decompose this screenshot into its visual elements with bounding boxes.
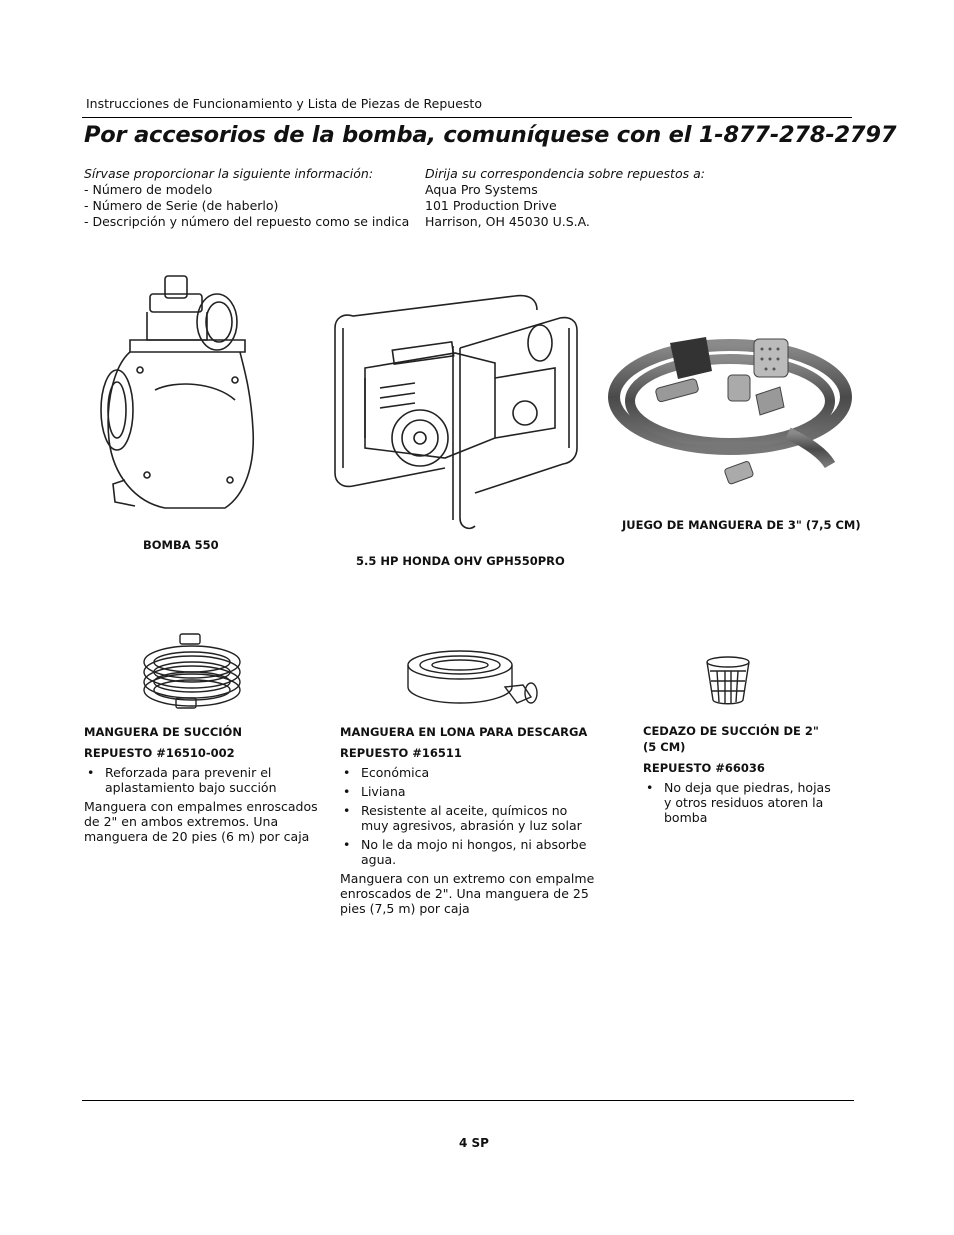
product-part-number: REPUESTO #66036 <box>643 761 765 775</box>
product-discharge-hose <box>340 724 595 916</box>
info-right <box>425 166 755 230</box>
info-left <box>84 166 414 230</box>
product-title: CEDAZO DE SUCCIÓN DE 2" (5 CM) <box>643 724 819 754</box>
discharge-hose-illustration <box>405 645 545 710</box>
running-header: Instrucciones de Funcionamiento y Lista de Piezas de Repuesto <box>86 96 482 111</box>
suction-hose-illustration <box>138 632 246 710</box>
product-bullets <box>643 780 833 825</box>
product-strainer <box>643 723 833 829</box>
info-left-item: - Número de Serie (de haberlo) <box>84 198 279 213</box>
list-item: • No deja que piedras, hojas y otros residuos atoren la bomba <box>646 780 831 825</box>
list-item: • Económica <box>343 765 430 780</box>
product-part-number: REPUESTO #16511 <box>340 746 462 760</box>
hose-kit-caption: JUEGO DE MANGUERA DE 3" (7,5 CM) <box>622 518 861 532</box>
product-bullets <box>340 765 595 867</box>
list-item: • No le da mojo ni hongos, ni absorbe agua. <box>343 837 587 867</box>
page-title: Por accesorios de la bomba, comuníquese con el 1-877-278-2797 <box>84 122 897 148</box>
address-line: Aqua Pro Systems <box>425 182 538 197</box>
engine-caption: 5.5 HP HONDA OHV GPH550PRO <box>356 554 565 568</box>
info-left-lead: Sírvase proporcionar la siguiente información: <box>84 166 374 181</box>
info-right-lead: Dirija su correspondencia sobre repuestos a: <box>425 166 705 181</box>
list-item: • Reforzada para prevenir el aplastamiento bajo succión <box>87 765 277 795</box>
engine-pump-illustration <box>325 288 580 533</box>
header-rule <box>82 117 852 118</box>
address-line: Harrison, OH 45030 U.S.A. <box>425 214 590 229</box>
product-description: Manguera con empalmes enroscados de 2" en ambos extremos. Una manguera de 20 pies (6 m) por caja <box>84 799 318 844</box>
strainer-illustration <box>705 655 751 707</box>
list-item: • Liviana <box>343 784 406 799</box>
hose-kit-illustration <box>608 325 853 495</box>
page-number: 4 SP <box>459 1136 489 1150</box>
info-left-item: - Número de modelo <box>84 182 213 197</box>
product-title: MANGUERA EN LONA PARA DESCARGA <box>340 725 588 739</box>
pump-caption: BOMBA 550 <box>143 538 219 552</box>
product-title: MANGUERA DE SUCCIÓN <box>84 725 242 739</box>
product-bullets <box>84 765 324 795</box>
info-left-item: - Descripción y número del repuesto como se indica <box>84 214 410 229</box>
address-line: 101 Production Drive <box>425 198 557 213</box>
product-description: Manguera con un extremo con empalme enroscados de 2". Una manguera de 25 pies (7,5 m) por caja <box>340 871 595 916</box>
footer-rule <box>82 1100 854 1101</box>
list-item: • Resistente al aceite, químicos no muy agresivos, abrasión y luz solar <box>343 803 582 833</box>
product-part-number: REPUESTO #16510-002 <box>84 746 235 760</box>
pump-illustration <box>95 270 265 520</box>
product-suction-hose <box>84 724 324 844</box>
